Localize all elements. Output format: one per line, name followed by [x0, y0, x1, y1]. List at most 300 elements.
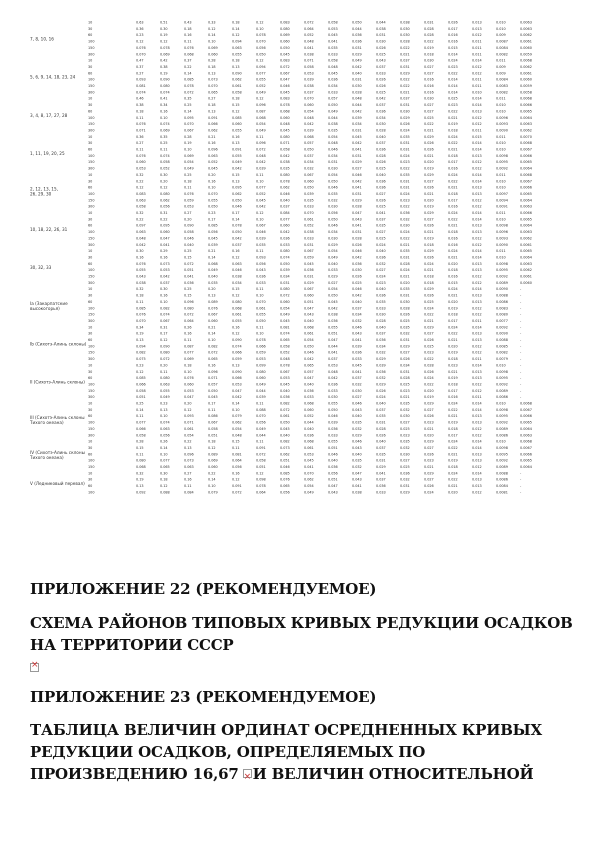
value-cell: 0.13	[184, 445, 192, 450]
duration-cell: 30	[88, 445, 93, 450]
value-cell: 0.014	[448, 90, 458, 95]
value-cell: 0.036	[328, 382, 338, 387]
value-cell: 0.020	[448, 344, 458, 349]
value-cell: 0.014	[472, 471, 482, 476]
value-cell: 0.0070	[520, 134, 532, 139]
value-cell: 0.034	[304, 160, 314, 165]
value-cell: 0.036	[400, 211, 410, 215]
value-cell: 0.18	[184, 26, 192, 31]
value-cell: 0.064	[256, 490, 266, 495]
value-cell: 0.072	[184, 261, 194, 266]
value-cell: 0.012	[472, 198, 482, 203]
value-cell: 0.046	[280, 465, 290, 469]
value-cell: 0.022	[448, 141, 458, 146]
value-cell: 0.085	[184, 77, 194, 82]
value-cell: 0.15	[232, 287, 240, 292]
value-cell: 0.049	[352, 58, 362, 63]
value-cell: 0.060	[280, 299, 290, 304]
value-cell: 0.12	[136, 185, 144, 190]
value-cell: 0.031	[376, 33, 386, 38]
value-cell: 0.30	[136, 249, 144, 254]
value-cell: 0.33	[208, 20, 216, 25]
value-cell: 0.23	[160, 401, 168, 406]
value-cell: 0.013	[472, 420, 482, 425]
value-cell: 0.0065	[520, 217, 532, 222]
value-cell: 0.19	[160, 33, 168, 38]
value-cell: 0.030	[376, 39, 386, 44]
value-cell: 0.0088	[496, 338, 508, 342]
value-cell: 0.015	[448, 45, 458, 50]
value-cell: 0.085	[232, 115, 242, 120]
value-cell: 0.044	[256, 388, 266, 393]
value-cell: 0.13	[232, 363, 240, 368]
value-cell: 0.038	[376, 26, 386, 31]
value-cell: 0.040	[376, 287, 386, 292]
value-cell: 0.058	[280, 147, 290, 152]
value-cell: 0.025	[400, 426, 410, 431]
value-cell: 0.021	[448, 185, 458, 190]
value-cell: 0.18	[232, 20, 240, 25]
duration-cell: 10	[88, 401, 93, 406]
value-cell: 0.16	[208, 363, 216, 368]
value-cell: -	[520, 299, 522, 304]
value-cell: 0.034	[232, 280, 242, 285]
value-cell: 0.038	[400, 20, 410, 25]
value-cell: 0.12	[232, 33, 240, 38]
value-cell: 0.038	[280, 160, 290, 165]
value-cell: 0.068	[304, 134, 314, 139]
value-cell: 0.014	[472, 249, 482, 254]
value-cell: 0.023	[400, 160, 410, 165]
value-cell: 0.12	[232, 109, 240, 114]
value-cell: 0.14	[208, 255, 216, 260]
value-cell: 0.021	[448, 338, 458, 342]
value-cell: 0.019	[448, 458, 458, 463]
value-cell: 0.013	[472, 477, 482, 482]
value-cell: 0.068	[256, 115, 266, 120]
value-cell: 0.037	[376, 103, 386, 108]
value-cell: 0.062	[280, 185, 290, 190]
duration-cell: 30	[88, 407, 93, 412]
value-cell: 0.022	[400, 166, 410, 171]
value-cell: -	[520, 484, 522, 489]
value-cell: -	[520, 338, 522, 342]
value-cell: 0.095	[184, 115, 194, 120]
value-cell: 0.033	[280, 242, 290, 247]
value-cell: 0.019	[424, 204, 434, 209]
value-cell: 0.018	[448, 312, 458, 317]
value-cell: 0.016	[448, 204, 458, 209]
value-cell: 0.014	[472, 58, 482, 63]
value-cell: 0.035	[328, 128, 338, 133]
value-cell: 0.038	[232, 274, 242, 279]
value-cell: 0.016	[448, 236, 458, 241]
value-cell: 0.035	[376, 414, 386, 419]
value-cell: 0.068	[208, 261, 218, 266]
value-cell: 0.049	[304, 490, 314, 495]
value-cell: 0.063	[232, 45, 242, 50]
value-cell: 0.047	[280, 77, 290, 82]
value-cell: 0.076	[136, 122, 146, 127]
value-cell: 0.092	[136, 490, 146, 495]
value-cell: 0.029	[376, 382, 386, 387]
duration-cell: 30	[88, 26, 93, 31]
value-cell: 0.021	[448, 484, 458, 489]
value-cell: 0.027	[400, 420, 410, 425]
value-cell: 0.067	[304, 287, 314, 292]
value-cell: 0.072	[232, 490, 242, 495]
value-cell: 0.055	[328, 325, 338, 330]
value-cell: 0.024	[376, 395, 386, 400]
value-cell: 0.027	[424, 64, 434, 69]
duration-cell: 150	[88, 84, 95, 88]
value-cell: 0.36	[136, 134, 144, 139]
value-cell: 0.080	[280, 249, 290, 254]
value-cell: 0.050	[328, 179, 338, 184]
value-cell: 0.089	[208, 299, 218, 304]
value-cell: 0.012	[472, 388, 482, 393]
value-cell: 0.087	[256, 109, 266, 114]
value-cell: 0.028	[424, 26, 434, 31]
value-cell: 0.022	[424, 382, 434, 387]
value-cell: 0.048	[136, 236, 146, 241]
duration-cell: 60	[88, 299, 93, 304]
value-cell: 0.0096	[496, 115, 508, 120]
value-cell: 0.026	[424, 185, 434, 190]
value-cell: 0.030	[376, 312, 386, 317]
region-group-label: высокогорья)	[30, 305, 60, 311]
value-cell: -	[520, 325, 522, 330]
value-cell: 0.027	[424, 109, 434, 114]
value-cell: 0.020	[424, 160, 434, 165]
value-cell: 0.055	[232, 153, 242, 158]
value-cell: 0.26	[184, 325, 192, 330]
value-cell: 0.031	[400, 255, 410, 260]
value-cell: 0.036	[328, 318, 338, 323]
value-cell: 0.013	[472, 338, 482, 342]
value-cell: 0.010	[496, 179, 506, 184]
value-cell: 0.025	[400, 318, 410, 323]
value-cell: 0.0063	[520, 261, 532, 266]
value-cell: 0.026	[352, 242, 362, 247]
value-cell: 0.013	[472, 376, 482, 381]
value-cell: 0.029	[400, 490, 410, 495]
value-cell: 0.054	[328, 249, 338, 254]
region-group-label: II (Сихотэ-Алинь склоны)	[30, 379, 85, 385]
region-group-label: III (Сихотэ-Алинь склоны	[30, 415, 85, 421]
value-cell: 0.040	[352, 71, 362, 76]
value-cell: 0.030	[400, 299, 410, 304]
value-cell: 0.0098	[496, 445, 508, 450]
value-cell: 0.16	[184, 477, 192, 482]
value-cell: -	[520, 287, 522, 292]
value-cell: 0.051	[328, 477, 338, 482]
value-cell: 0.021	[400, 242, 410, 247]
value-cell: 0.12	[256, 20, 264, 25]
value-cell: 0.049	[256, 382, 266, 387]
value-cell: 0.027	[424, 71, 434, 76]
value-cell: 0.21	[208, 249, 216, 254]
value-cell: 0.056	[256, 420, 266, 425]
value-cell: 0.030	[400, 26, 410, 31]
value-cell: 0.021	[448, 293, 458, 298]
value-cell: 0.050	[304, 185, 314, 190]
value-cell: 0.021	[448, 452, 458, 457]
value-cell: 0.063	[160, 426, 170, 431]
value-cell: 0.14	[184, 109, 192, 114]
value-cell: 0.060	[304, 293, 314, 298]
value-cell: 0.031	[400, 185, 410, 190]
value-cell: 0.51	[160, 20, 168, 25]
value-cell: 0.024	[400, 268, 410, 273]
value-cell: 0.031	[400, 147, 410, 152]
value-cell: 0.049	[328, 109, 338, 114]
value-cell: 0.038	[328, 312, 338, 317]
value-cell: 0.065	[208, 90, 218, 95]
value-cell: 0.021	[448, 369, 458, 374]
value-cell: 0.029	[376, 465, 386, 469]
value-cell: 0.071	[208, 376, 218, 381]
value-cell: 0.013	[472, 331, 482, 336]
value-cell: 0.017	[448, 160, 458, 165]
value-cell: 0.047	[160, 236, 170, 241]
value-cell: 0.054	[232, 426, 242, 431]
value-cell: 0.037	[304, 153, 314, 158]
value-cell: 0.027	[352, 395, 362, 400]
value-cell: 0.069	[280, 33, 290, 38]
value-cell: 0.10	[256, 293, 264, 298]
value-cell: 0.049	[256, 128, 266, 133]
value-cell: 0.016	[424, 77, 434, 82]
value-cell: 0.0090	[496, 242, 508, 247]
value-cell: 0.018	[448, 128, 458, 133]
value-cell: 0.16	[232, 325, 240, 330]
value-cell: 0.022	[400, 204, 410, 209]
value-cell: 0.032	[328, 198, 338, 203]
value-cell: 0.063	[232, 261, 242, 266]
value-cell: 0.046	[352, 249, 362, 254]
value-cell: 0.078	[256, 33, 266, 38]
value-cell: 0.23	[136, 363, 144, 368]
value-cell: 0.030	[400, 109, 410, 114]
duration-cell: 300	[88, 52, 95, 57]
value-cell: 0.12	[184, 407, 192, 412]
value-cell: 0.037	[400, 58, 410, 63]
value-cell: 0.061	[280, 414, 290, 419]
value-cell: 0.056	[232, 465, 242, 469]
value-cell: 0.022	[424, 312, 434, 317]
value-cell: 0.13	[208, 71, 216, 76]
region-group-label: 1, 11, 19, 20, 25	[30, 150, 65, 156]
value-cell: 0.042	[304, 122, 314, 127]
value-cell: 0.058	[136, 433, 146, 438]
value-cell: 0.049	[160, 395, 170, 400]
value-cell: 0.035	[376, 299, 386, 304]
value-cell: 0.036	[400, 471, 410, 476]
value-cell: 0.055	[328, 401, 338, 406]
value-cell: 0.063	[184, 465, 194, 469]
value-cell: 0.050	[328, 103, 338, 108]
value-cell: 0.031	[304, 274, 314, 279]
value-cell: 0.026	[376, 198, 386, 203]
value-cell: 0.20	[208, 172, 216, 177]
value-cell: 0.078	[280, 363, 290, 368]
value-cell: 0.036	[184, 280, 194, 285]
value-cell: 0.10	[232, 407, 240, 412]
value-cell: 0.032	[352, 426, 362, 431]
value-cell: 0.029	[400, 344, 410, 349]
value-cell: 0.020	[448, 261, 458, 266]
value-cell: 0.0095	[496, 160, 508, 165]
value-cell: 0.060	[280, 39, 290, 44]
value-cell: 0.079	[232, 414, 242, 419]
value-cell: 0.022	[448, 331, 458, 336]
value-cell: 0.059	[256, 350, 266, 355]
value-cell: 0.035	[328, 191, 338, 196]
value-cell: 0.068	[232, 306, 242, 311]
value-cell: 0.17	[208, 401, 216, 406]
value-cell: 0.027	[424, 217, 434, 222]
value-cell: 0.011	[472, 77, 482, 82]
value-cell: 0.013	[472, 185, 482, 190]
value-cell: 0.062	[232, 77, 242, 82]
value-cell: 0.026	[424, 255, 434, 260]
value-cell: 0.017	[448, 26, 458, 31]
value-cell: 0.022	[424, 357, 434, 362]
value-cell: 0.060	[256, 376, 266, 381]
value-cell: 0.012	[472, 115, 482, 120]
value-cell: 0.0092	[496, 382, 508, 387]
value-cell: 0.18	[184, 363, 192, 368]
duration-cell: 150	[88, 160, 95, 165]
value-cell: 0.063	[160, 382, 170, 387]
value-cell: 0.016	[448, 274, 458, 279]
value-cell: 0.090	[184, 223, 194, 228]
value-cell: 0.067	[208, 312, 218, 317]
value-cell: 0.037	[376, 407, 386, 412]
value-cell: 0.043	[352, 217, 362, 222]
value-cell: 0.040	[184, 242, 194, 247]
value-cell: 0.042	[280, 153, 290, 158]
value-cell: 0.096	[208, 369, 218, 374]
value-cell: 0.033	[304, 236, 314, 241]
value-cell: 0.12	[160, 39, 168, 44]
value-cell: 0.043	[352, 331, 362, 336]
value-cell: 0.061	[256, 306, 266, 311]
value-cell: 0.012	[472, 166, 482, 171]
value-cell: 0.034	[376, 115, 386, 120]
value-cell: 0.045	[280, 426, 290, 431]
value-cell: 0.085	[280, 471, 290, 476]
value-cell: 0.045	[208, 395, 218, 400]
value-cell: 0.067	[208, 420, 218, 425]
value-cell: 0.029	[424, 172, 434, 177]
value-cell: 0.10	[256, 26, 264, 31]
value-cell: 0.029	[304, 280, 314, 285]
value-cell: 0.021	[424, 153, 434, 158]
value-cell: 0.042	[352, 255, 362, 260]
value-cell: 0.009	[496, 64, 506, 69]
region-group-label: 30, 32, 33	[30, 265, 52, 271]
value-cell: 0.12	[136, 369, 144, 374]
value-cell: 0.014	[472, 363, 482, 368]
value-cell: 0.10	[160, 452, 168, 457]
value-cell: 0.024	[448, 134, 458, 139]
value-cell: 0.15	[232, 439, 240, 444]
value-cell: 0.053	[256, 357, 266, 362]
value-cell: 0.021	[400, 90, 410, 95]
value-cell: 0.10	[160, 115, 168, 120]
duration-cell: 100	[88, 458, 95, 463]
value-cell: 0.030	[352, 388, 362, 393]
value-cell: 0.19	[160, 71, 168, 76]
value-cell: 0.041	[160, 242, 170, 247]
value-cell: 0.026	[424, 293, 434, 298]
value-cell: 0.081	[136, 84, 146, 88]
value-cell: 0.069	[208, 45, 218, 50]
duration-cell: 300	[88, 242, 95, 247]
value-cell: 0.080	[184, 306, 194, 311]
value-cell: 0.090	[160, 344, 170, 349]
duration-cell: 300	[88, 318, 95, 323]
value-cell: 0.076	[184, 45, 194, 50]
value-cell: 0.018	[424, 242, 434, 247]
value-cell: 0.068	[280, 109, 290, 114]
value-cell: 0.051	[280, 458, 290, 463]
value-cell: 0.041	[376, 471, 386, 476]
value-cell: 0.062	[208, 128, 218, 133]
region-group-label: V (Ледниковый перевал)	[30, 481, 85, 487]
value-cell: 0.11	[256, 134, 264, 139]
value-cell: 0.036	[352, 39, 362, 44]
value-cell: 0.12	[232, 477, 240, 482]
value-cell: 0.052	[304, 414, 314, 419]
value-cell: 0.045	[208, 166, 218, 171]
region-group-label: 7, 8, 10, 16	[30, 36, 54, 42]
value-cell: 0.048	[256, 153, 266, 158]
value-cell: 0.060	[304, 407, 314, 412]
value-cell: 0.0082	[496, 90, 508, 95]
value-cell: 0.0066	[520, 452, 532, 457]
value-cell: 0.18	[208, 64, 216, 69]
duration-cell: 30	[88, 103, 93, 108]
value-cell: 0.050	[208, 204, 218, 209]
value-cell: 0.037	[400, 96, 410, 101]
value-cell: 0.037	[328, 357, 338, 362]
value-cell: 0.43	[184, 20, 192, 25]
duration-cell: 10	[88, 249, 93, 254]
value-cell: 0.046	[256, 230, 266, 235]
duration-cell: 60	[88, 147, 93, 152]
value-cell: 0.033	[328, 52, 338, 57]
value-cell: 0.048	[328, 141, 338, 146]
value-cell: 0.039	[352, 344, 362, 349]
value-cell: 0.028	[376, 426, 386, 431]
value-cell: 0.18	[184, 179, 192, 184]
value-cell: 0.17	[232, 211, 240, 215]
value-cell: 0.010	[496, 401, 506, 406]
value-cell: 0.030	[328, 204, 338, 209]
value-cell: 0.078	[184, 84, 194, 88]
value-cell: 0.0098	[496, 369, 508, 374]
value-cell: 0.047	[304, 306, 314, 311]
value-cell: 0.35	[184, 96, 192, 101]
value-cell: 0.041	[352, 369, 362, 374]
value-cell: 0.056	[208, 230, 218, 235]
duration-cell: 30	[88, 255, 93, 260]
value-cell: 0.031	[400, 179, 410, 184]
value-cell: 0.042	[136, 242, 146, 247]
